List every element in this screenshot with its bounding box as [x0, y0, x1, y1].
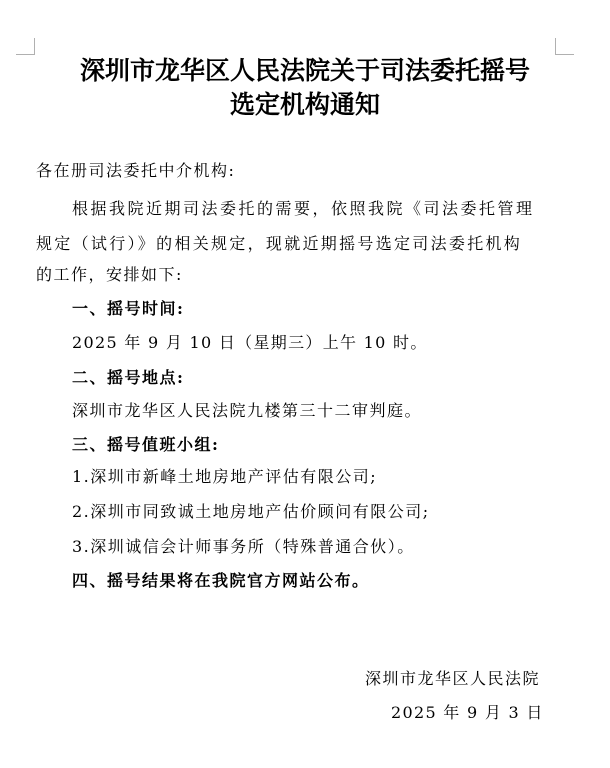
- signature-organization: 深圳市龙华区人民法院: [365, 669, 541, 688]
- page-corner-marker-top-right: [555, 38, 574, 55]
- duty-group-item: 2.深圳市同致诚土地房地产估价顾问有限公司;: [72, 502, 430, 521]
- document-title-line2: 选定机构通知: [229, 90, 380, 119]
- section-heading-time: 一、摇号时间:: [72, 299, 185, 318]
- duty-group-item: 1.深圳市新峰土地房地产评估有限公司;: [72, 467, 378, 486]
- document-title-line1: 深圳市龙华区人民法院关于司法委托摇号: [79, 56, 530, 85]
- body-paragraph-line3: 的工作，安排如下:: [36, 265, 183, 284]
- section-text-location: 深圳市龙华区人民法院九楼第三十二审判庭。: [72, 401, 423, 420]
- section-heading-result: 四、摇号结果将在我院官方网站公布。: [72, 571, 370, 590]
- page-corner-marker-top-left: [16, 38, 35, 55]
- duty-group-item: 3.深圳诚信会计师事务所（特殊普通合伙）。: [72, 537, 415, 556]
- section-heading-location: 二、摇号地点:: [72, 368, 185, 387]
- section-heading-duty-group: 三、摇号值班小组:: [72, 435, 220, 454]
- signature-date: 2025 年 9 月 3 日: [391, 703, 544, 722]
- body-paragraph-line1: 根据我院近期司法委托的需要，依照我院《司法委托管理: [72, 199, 535, 218]
- body-paragraph-line2: 规定（试行）》的相关规定，现就近期摇号选定司法委托机构: [36, 234, 523, 253]
- section-text-time: 2025 年 9 月 10 日（星期三）上午 10 时。: [72, 333, 428, 352]
- salutation: 各在册司法委托中介机构:: [36, 161, 236, 180]
